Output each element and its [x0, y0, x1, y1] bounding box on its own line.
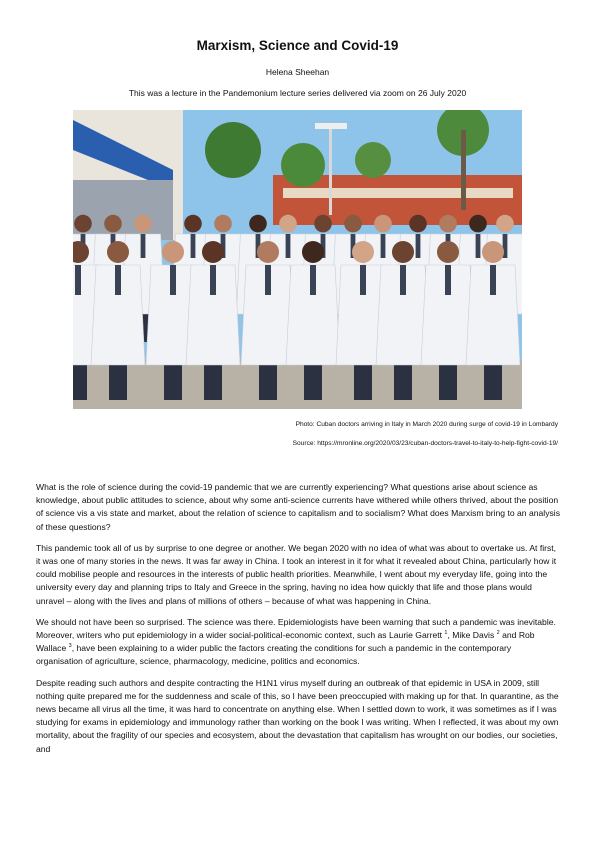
body-text [36, 481, 560, 764]
building-windows [73, 180, 173, 240]
doctor-head [257, 241, 279, 263]
tree-crown [355, 142, 391, 178]
doctor-head [249, 215, 267, 233]
doctor-head [107, 241, 129, 263]
doctor-tie [191, 234, 196, 258]
building-balcony [283, 188, 513, 198]
footnote-ref-3[interactable]: 3 [68, 643, 72, 650]
doctor-head [134, 215, 152, 233]
doctor-head [496, 215, 514, 233]
tree-crown [205, 122, 261, 178]
doctor-tie [286, 234, 291, 258]
paragraph-4: Despite reading such authors and despite contracting the H1N1 virus myself during an outbreak of that epidemic in USA in 2009, still nothing quite prepared me for the suddenness and scale of this, so I have been preoccupied with making up for that. In quarantine, as the news became all virus all the time, it was hard to concentrate on anything else. When I settled down to work, it was sometimes as if I was studying for exams in epidemiology and immunology rather than working on the book I was writing. When I reflected, it was about my own mortality, about the fragility of our species and ecosystem, about the devastation that capitalism has wrought on our bodies, our societies, and [36, 677, 559, 754]
paragraph-3: We should not have been so surprised. The science was there. Epidemiologists have been warning that such a pandemic was inevitable. Moreover, writers who put epidemiology in a wider social-political-economic context, such as Laurie Garrett $^1$, Mike Davis $^2$ and Rob Wallace $^3$, have been explaining to a wider public the factors creating the conditions for such a pandemic in the contemporary organisation of agriculture, science, pharmacology, medicine, politics and economics. [36, 616, 556, 667]
doctor-tie [310, 265, 316, 295]
photo-source: Source: https://mronline.org/2020/03/23/cuban-doctors-travel-to-italy-to-help-fight-covid-19/ [292, 440, 558, 447]
doctor-head [279, 215, 297, 233]
doctor-head [302, 241, 324, 263]
doctor-tie [265, 265, 271, 295]
doctor-head [392, 241, 414, 263]
photo-illustration [73, 110, 522, 409]
doctor-tie [381, 234, 386, 258]
doctor-head [439, 215, 457, 233]
doctor-head [202, 241, 224, 263]
lamp-head [315, 123, 347, 129]
doctor-tie [75, 265, 81, 295]
paragraph-2: This pandemic took all of us by surprise to one degree or another. We began 2020 with no idea of what was about to overtake us. At first, it was one of many stories in the news. It was far away in China. I took an interest in it for what it revealed about China, particularly how it could mobilise people and resources in the interests of public health priorities. Meanwhile, I went about my everyday life, going into the university every day and planning trips to Italy and Greece in the spring, having no idea how quickly that life and those plans would unravel – along with the lives and plans of millions of others – because of what was happening in China. [36, 542, 557, 606]
doctor-tie [476, 234, 481, 258]
palm-trunk [461, 130, 466, 210]
document-subtitle: This was a lecture in the Pandemonium lecture series delivered via zoom on 26 July 2020 [128, 88, 467, 98]
doctor-head [469, 215, 487, 233]
doctor-tie [445, 265, 451, 295]
doctor-head [352, 241, 374, 263]
doctor-tie [360, 265, 366, 295]
doctor-head [162, 241, 184, 263]
doctor-tie [115, 265, 121, 295]
tree-crown [281, 143, 325, 187]
cuban-doctors-photo [73, 110, 522, 409]
doctor-head [74, 215, 92, 233]
doctor-tie [400, 265, 406, 295]
paragraph-1: What is the role of science during the covid-19 pandemic that we are currently experiencing? What questions arise about science as knowledge, about public attitudes to science, about why some anti-science currents have withered while others thrived, about the position of science vis a vis state and market, about the relation of science to capitalism and to socialism? What does Marxism bring to an analysis of these questions? [36, 482, 560, 532]
doctor-head [374, 215, 392, 233]
doctor-tie [141, 234, 146, 258]
doctor-head [482, 241, 504, 263]
doctor-head [184, 215, 202, 233]
footnote-ref-1[interactable]: 1 [444, 630, 448, 637]
document-author: Helena Sheehan [265, 67, 330, 77]
doctor-tie [416, 234, 421, 258]
doctor-head [344, 215, 362, 233]
doctor-tie [210, 265, 216, 295]
doctor-head [409, 215, 427, 233]
photo-caption: Photo: Cuban doctors arriving in Italy in March 2020 during surge of covid-19 in Lombardy [295, 421, 558, 428]
document-title: Marxism, Science and Covid-19 [196, 38, 399, 53]
doctor-head [437, 241, 459, 263]
doctor-tie [490, 265, 496, 295]
lamp-post [329, 125, 332, 215]
doctor-head [314, 215, 332, 233]
doctor-tie [170, 265, 176, 295]
doctor-head [214, 215, 232, 233]
doctor-head [104, 215, 122, 233]
footnote-ref-2[interactable]: 2 [496, 630, 500, 637]
